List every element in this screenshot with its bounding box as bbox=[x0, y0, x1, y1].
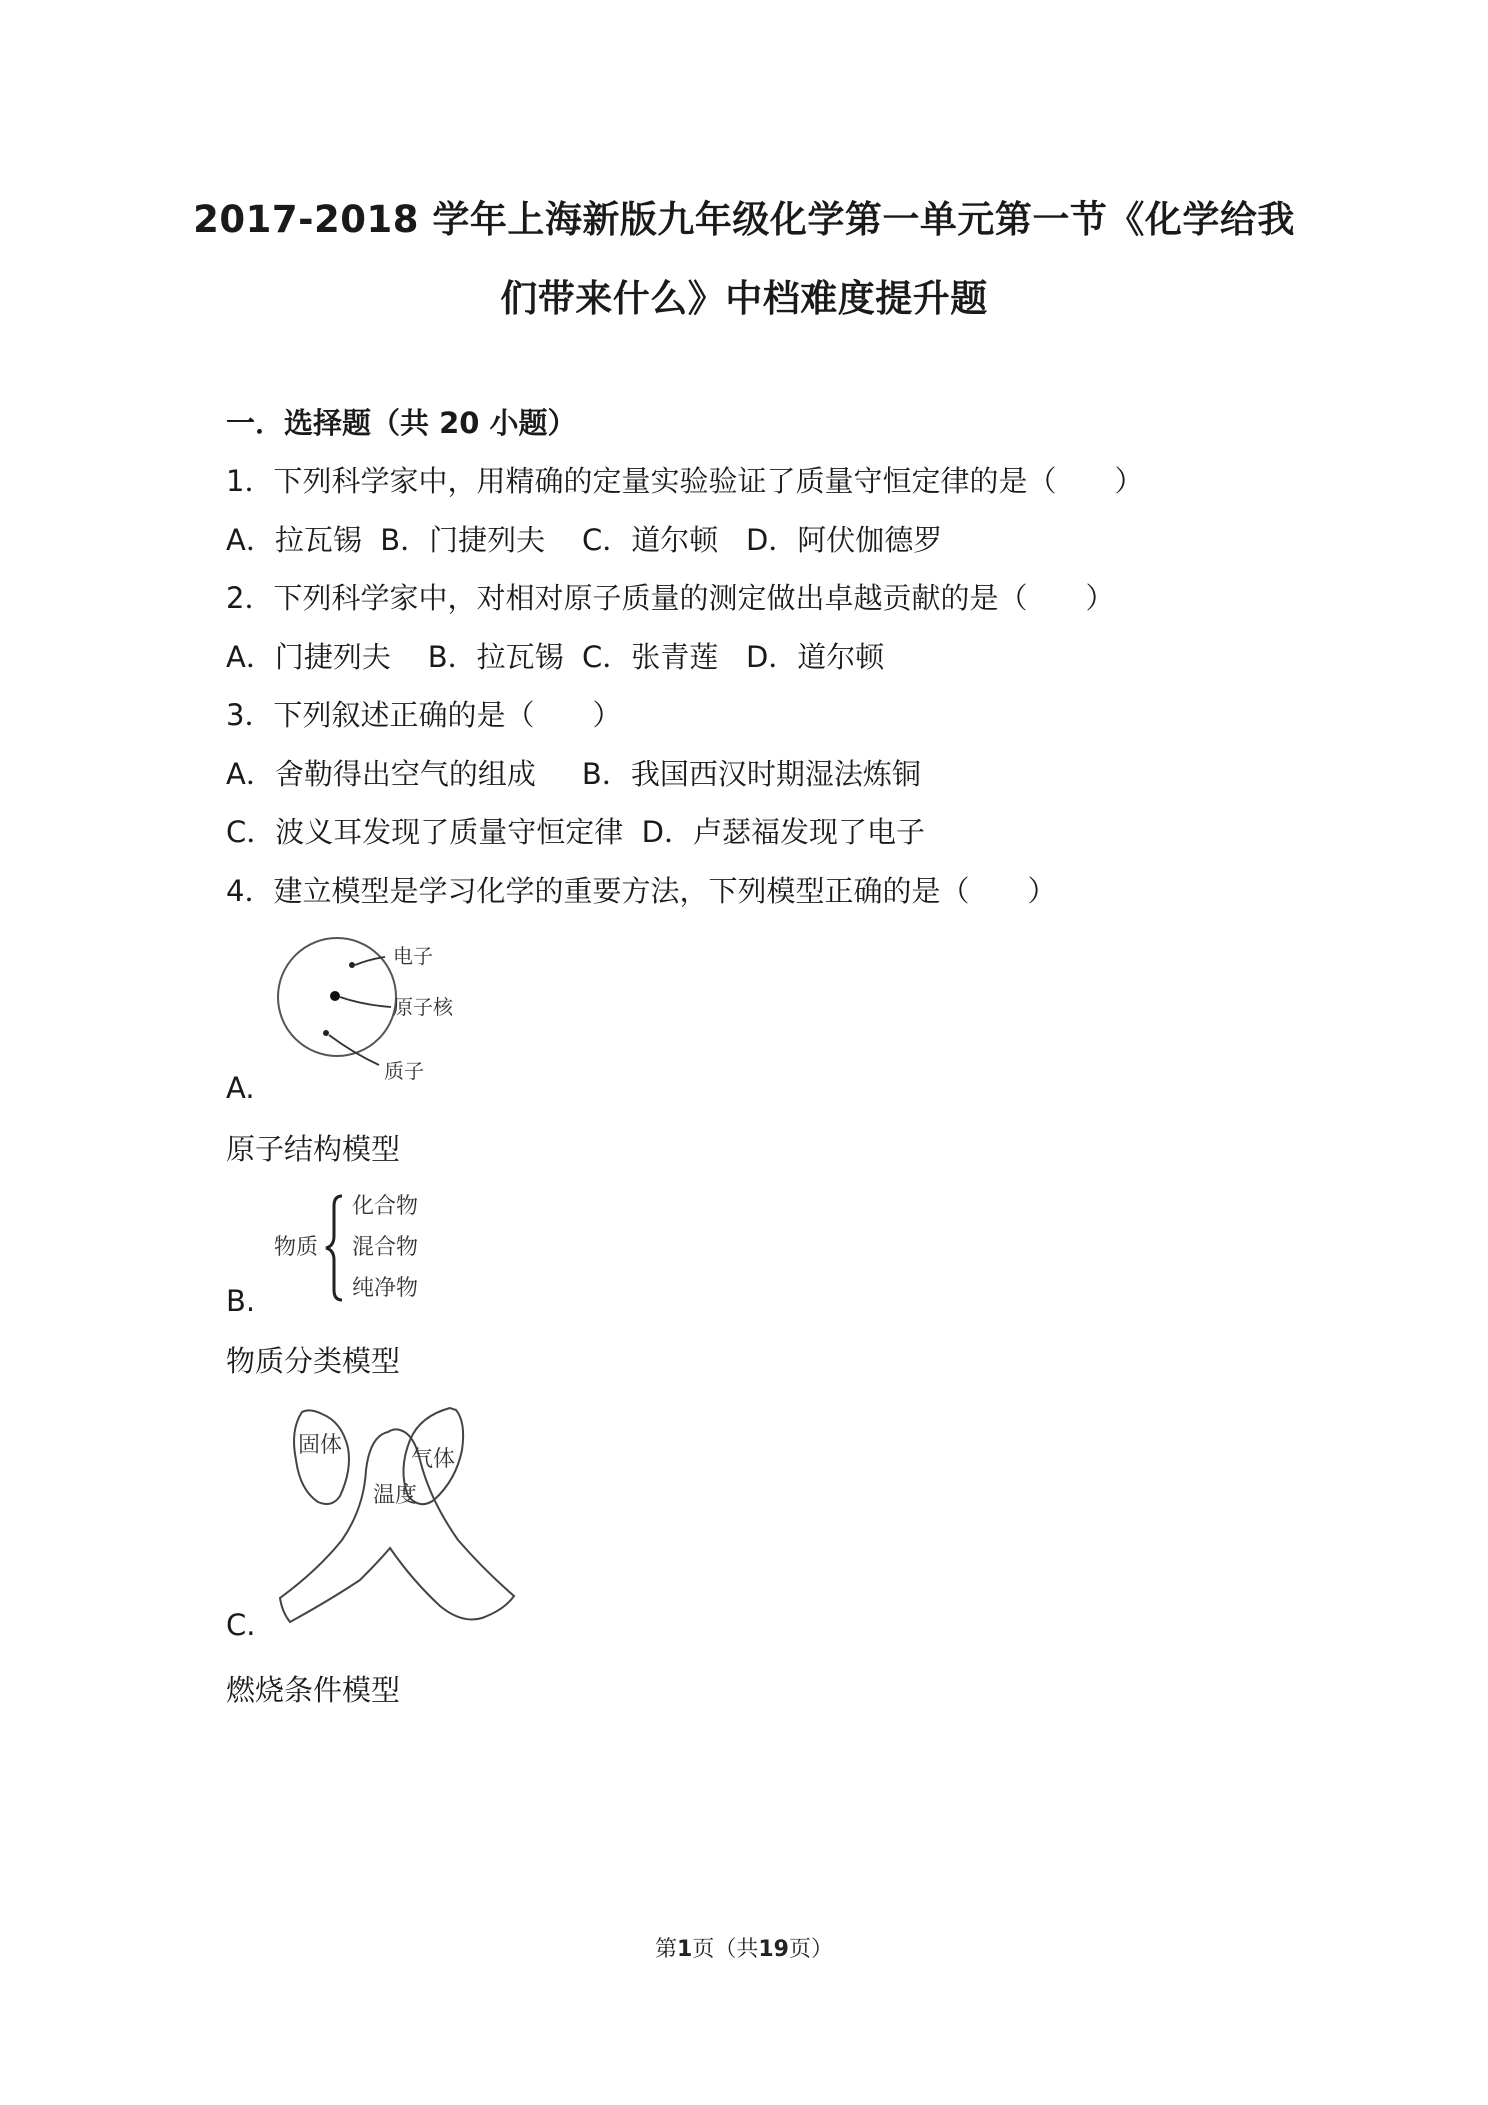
nucleus-label: 原子核 bbox=[393, 995, 453, 1019]
question-1-stem: 1．下列科学家中，用精确的定量实验验证了质量守恒定律的是（ ） bbox=[226, 464, 1144, 498]
footer-suffix: 页） bbox=[788, 1937, 833, 1962]
substance-classification-diagram bbox=[272, 1188, 442, 1308]
choice-c-caption: 燃烧条件模型 bbox=[226, 1673, 401, 1707]
footer-total-pages: 19 bbox=[758, 1937, 789, 1962]
gas-label: 气体 bbox=[410, 1447, 456, 1472]
question-1-options: A．拉瓦锡 B．门捷列夫 C．道尔顿 D．阿伏伽德罗 bbox=[226, 523, 943, 557]
page-footer bbox=[0, 1936, 1488, 1964]
substance-root-label: 物质 bbox=[274, 1235, 319, 1260]
choice-b-caption: 物质分类模型 bbox=[226, 1344, 401, 1378]
choice-c-letter: C. bbox=[226, 1608, 256, 1642]
footer-middle: 页（共 bbox=[692, 1937, 759, 1962]
solid-label: 固体 bbox=[297, 1433, 343, 1458]
combustion-condition-diagram bbox=[270, 1400, 530, 1640]
question-2-options: A．门捷列夫 B．拉瓦锡 C．张青莲 D．道尔顿 bbox=[226, 640, 885, 674]
question-3-stem: 3．下列叙述正确的是（ ） bbox=[226, 698, 622, 732]
footer-page-number: 1 bbox=[677, 1937, 693, 1962]
question-3-options-cd: C．波义耳发现了质量守恒定律 D．卢瑟福发现了电子 bbox=[226, 815, 926, 849]
choice-a-letter: A. bbox=[226, 1071, 255, 1105]
electron-label: 电子 bbox=[393, 944, 433, 968]
document-title-line-1: 2017-2018 学年上海新版九年级化学第一单元第一节《化学给我 bbox=[193, 198, 1295, 241]
document-title-line-2: 们带来什么》中档难度提升题 bbox=[500, 277, 988, 320]
footer-prefix: 第 bbox=[655, 1937, 678, 1962]
question-4-stem: 4．建立模型是学习化学的重要方法，下列模型正确的是（ ） bbox=[226, 874, 1057, 908]
section-heading: 一．选择题（共 20 小题） bbox=[226, 406, 577, 440]
temperature-label: 温度 bbox=[372, 1483, 418, 1508]
question-2-stem: 2．下列科学家中，对相对原子质量的测定做出卓越贡献的是（ ） bbox=[226, 581, 1115, 615]
atom-structure-diagram bbox=[265, 935, 485, 1095]
question-3-options-ab: A．舍勒得出空气的组成 B．我国西汉时期湿法炼铜 bbox=[226, 757, 921, 791]
choice-b-letter: B. bbox=[226, 1284, 256, 1318]
mixture-label: 混合物 bbox=[352, 1235, 419, 1260]
choice-a-caption: 原子结构模型 bbox=[226, 1132, 401, 1166]
compound-label: 化合物 bbox=[352, 1194, 419, 1219]
proton-label: 质子 bbox=[384, 1059, 424, 1083]
pure-substance-label: 纯净物 bbox=[352, 1276, 419, 1301]
